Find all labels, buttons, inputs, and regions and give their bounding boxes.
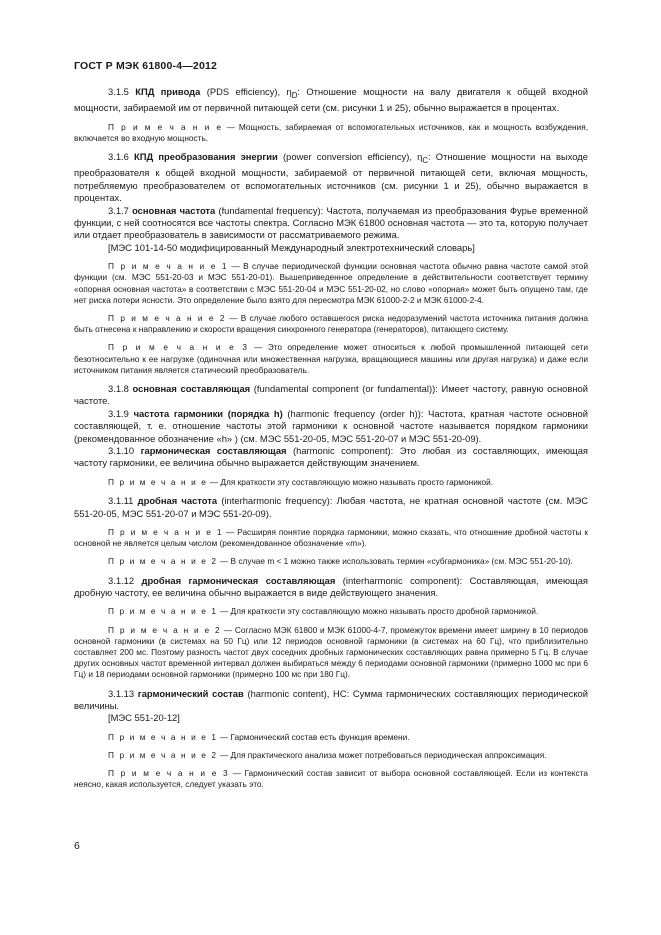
term: основная частота (132, 204, 216, 216)
note-label: П р и м е ч а н и е 2 (108, 624, 222, 635)
definition-3-1-12 (74, 575, 588, 600)
note-label: П р и м е ч а н и е 3 (108, 768, 230, 779)
note-label: П р и м е ч а н и е 2 (108, 556, 218, 567)
note (74, 768, 588, 790)
note-text: — Для краткости эту составляющую можно называть просто дробной гармоникой. (217, 606, 539, 617)
subscript: C (422, 155, 428, 165)
note-text: — В случае любого оставшегося риска недоразумений частота источника питания должна быть отнесена к направлению и скорости вращения синхронного генератора (генераторов), питающего систему. (74, 313, 588, 335)
page-number: 6 (74, 840, 80, 852)
note-text: — Гармонический состав есть функция времени. (217, 731, 410, 742)
note-text: — В случае m < 1 можно также использовать термин «субгармоника» (см. МЭС 551-20-10). (217, 556, 573, 567)
note (74, 750, 588, 761)
note-label: П р и м е ч а н и е 1 (108, 731, 218, 742)
term: КПД привода (135, 86, 201, 97)
clause-number: 3.1.7 (108, 204, 129, 216)
note-text: — Это определение может относиться к любой промышленной питающей сети безотносительно к ее нагрузке (одиночная или множественная нагрузка, вращающиеся машины или другая нагрузка) и даже если источником питания является статический преобразователь. (74, 342, 588, 375)
note-text: — Для краткости эту составляющую можно называть просто гармоникой. (207, 476, 494, 487)
definition-3-1-13 (74, 688, 588, 713)
term: дробная частота (137, 495, 218, 507)
note (74, 527, 588, 549)
clause-number: 3.1.5 (108, 86, 129, 97)
note-label: П р и м е ч а н и е 1 (108, 261, 229, 272)
note (74, 261, 588, 306)
term: гармоническая составляющая (140, 445, 287, 457)
definition-3-1-10 (74, 445, 588, 470)
term: дробная гармоническая составляющая (141, 574, 336, 586)
note (74, 313, 588, 335)
note-label: П р и м е ч а н и е 2 (108, 313, 227, 324)
note-text: — В случае периодической функции основная частота обычно равна частоте самой этой функции (см. МЭС 551-20-03 и МЭС 551-20-01). Вышеприведенное определение в действительности соответствует термину «опорная основная частота» в соответствии с МЭС 551-20-04 и МЭС 551-20-02, но слово «опорная» может быть опущено там, где нет риска потери ясности. Это определение было взято для пересмотра МЭК 61000-2-2 и МЭК 61000-2-4. (74, 261, 588, 305)
note-label: П р и м е ч а н и е (108, 476, 208, 487)
note-label: П р и м е ч а н и е 2 (108, 749, 218, 760)
clause-number: 3.1.11 (108, 495, 134, 507)
clause-number: 3.1.12 (108, 574, 135, 586)
term: частота гармоники (порядка h) (133, 407, 283, 419)
note (74, 625, 588, 681)
source-reference: [МЭС 101-14-50 модифицированный Международный электротехнический словарь] (108, 241, 475, 253)
clause-number: 3.1.6 (108, 151, 129, 163)
definition-3-1-8 (74, 383, 588, 408)
definition-text: (fundamental component (or fundamental)): Имеет частоту, равную основной частоте. (74, 383, 588, 407)
note (74, 122, 588, 144)
note-text: — Согласно МЭК 61800 и МЭК 61000-4-7, промежуток времени имеет ширину в 10 периодов основной гармоники (в системах на 50 Гц) или 12 периодов основной гармоники (в системах на 60 Гц), что приблизительно составляет 200 мс. Поэтому разность частот двух соседних дробных гармонических составляющих равна примерно 5 Гц. В случае других основных частот временной интервал должен выбираться между 6 периодами основной гармоники (примерно 1000 мс при 6 Гц) и 18 периодами основной гармоники (примерно 100 мс при 180 Гц). (74, 624, 588, 680)
note-label: П р и м е ч а н и е 1 (108, 606, 218, 617)
definition-3-1-11 (74, 495, 588, 520)
note (74, 732, 588, 743)
definition-3-1-9 (74, 408, 588, 445)
clause-number: 3.1.9 (108, 407, 129, 419)
definition-text: (harmonic component): Это любая из составляющих, имеющая частоту гармоники, ее величина обычно выражается действующим значением. (74, 445, 588, 469)
note (74, 477, 588, 488)
note-text: — Гармонический состав зависит от выбора основной составляющей. Если из контекста неясно, какая используется, следует указать это. (74, 768, 588, 790)
definition-text: (harmonic frequency (order h)): Частота, кратная частоте основной составляющей, т. е. отношение частоты этой гармоники к основной частоте называется порядком гармоники (рекомендованное обозначение «h» ) (см. МЭС 551-20-05, МЭС 551-20-07 и МЭС 551-20-09). (74, 407, 588, 444)
note-label: П р и м е ч а н и е 1 (108, 526, 224, 537)
note-label: П р и м е ч а н и е (108, 121, 223, 132)
clause-number: 3.1.10 (108, 445, 135, 457)
definition-text: (interharmonic component): Составляющая, имеющая дробную частоту, ее величина обычно выражается в виде действующего значения. (74, 574, 588, 598)
definition-text: (harmonic content), HC: Сумма гармонических составляющих периодической величины. (74, 687, 589, 711)
note-text: — Для практического анализа может потребоваться периодическая аппроксимация. (217, 749, 547, 760)
definition-text: (power conversion efficiency), η (277, 151, 423, 163)
definition-3-1-6 (74, 151, 588, 205)
note (74, 342, 588, 376)
definition-text: (interharmonic frequency): Любая частота, не кратная основной частоте (см. МЭС 551-20-05, МЭС 551-20-07 и МЭС 551-20-09). (74, 495, 588, 519)
note-text: — Расширяя понятие порядка гармоники, можно сказать, что отношение дробной частоты к основной не является целым числом (рекомендованное обозначение «m»). (74, 526, 588, 549)
definition-3-1-7 (74, 205, 588, 242)
term: основная составляющая (132, 383, 251, 395)
note-label: П р и м е ч а н и е 3 (108, 342, 249, 353)
document-body (74, 86, 588, 798)
subscript: D (291, 90, 298, 100)
definition-text: (PDS efficiency), η (200, 86, 292, 97)
term: КПД преобразования энергии (134, 151, 278, 163)
document-header: ГОСТ Р МЭК 61800-4—2012 (74, 60, 218, 72)
source-reference: [МЭС 551-20-12] (108, 712, 180, 724)
clause-number: 3.1.13 (108, 687, 135, 699)
definition-3-1-5 (74, 86, 588, 115)
note (74, 556, 588, 567)
clause-number: 3.1.8 (108, 383, 129, 395)
definition-text: : Отношение мощности на выходе преобразователя к общей входной мощности, забираемой от первичной питающей сети, включая мощность, потребляемую преобразователем от вспомогательных источников (см. рисунки 1 и 25), обычно выражается в процентах. (74, 151, 588, 204)
note-text: — Мощность, забираемая от вспомогательных источников, как и мощность возбуждения, включается во входную мощность. (74, 121, 588, 143)
definition-text: : Отношение мощности на валу двигателя к общей входной мощности, забираемой им от первичной питающей сети (см. рисунки 1 и 25), обычно выражается в процентах. (74, 86, 588, 114)
term: гармонический состав (137, 687, 244, 699)
note (74, 606, 588, 617)
definition-text: (fundamental frequency): Частота, получаемая из преобразования Фурье временной функции, с ней соотносятся все частоты спектра. Согласно МЭК 61800 основная частота — это та, которую получает или отдает преобразователь в зависимости от рассматриваемого режима. (74, 204, 589, 241)
